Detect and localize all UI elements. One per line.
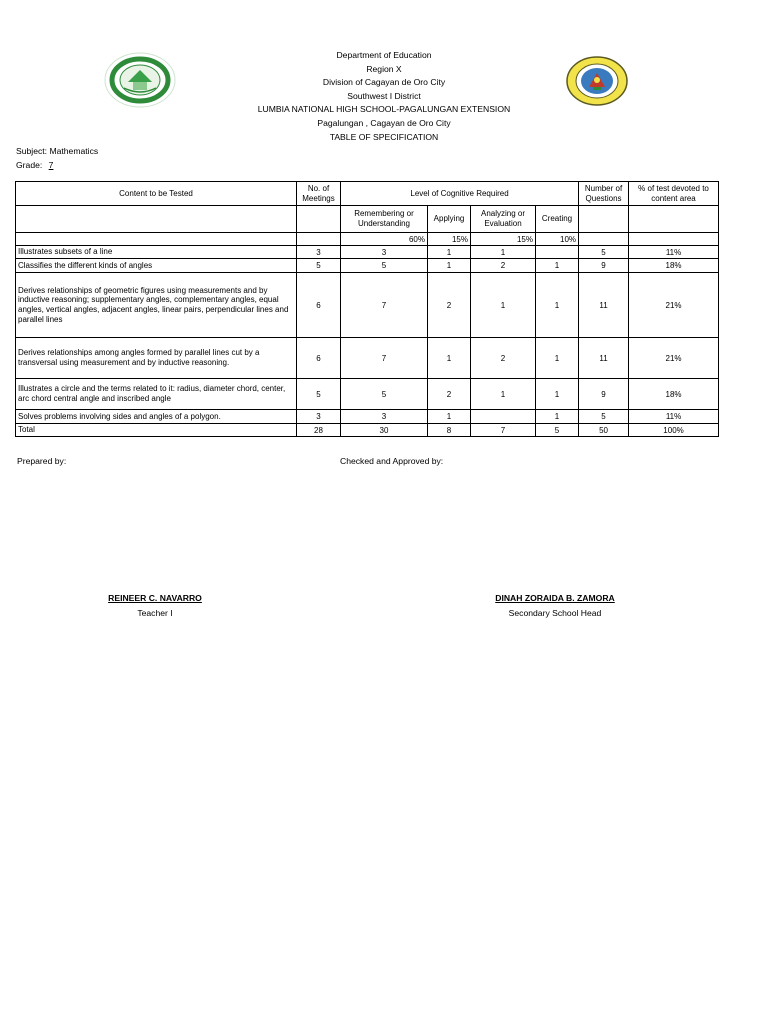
row-content: Derives relationships of geometric figures using measurements and by inductive reasoning; supplementary angles, complementary angles, equal angles, vertical angles, adjacent angles, linear pairs, perpendicular lines and parallel lines <box>16 273 297 338</box>
row-questions: 9 <box>579 259 629 273</box>
weight-analyzing: 15% <box>471 233 536 246</box>
row-creating: 1 <box>536 273 579 338</box>
row-meetings: 6 <box>297 273 341 338</box>
row-remembering: 3 <box>341 410 428 424</box>
table-header-row <box>16 182 719 206</box>
row-meetings: 6 <box>297 338 341 379</box>
preparer-signature <box>80 591 230 621</box>
table-row <box>16 273 719 338</box>
row-creating: 1 <box>536 379 579 410</box>
grade-value: 7 <box>48 160 54 170</box>
row-applying: 1 <box>428 410 471 424</box>
table-weights-row <box>16 233 719 246</box>
row-meetings: 3 <box>297 410 341 424</box>
row-applying: 1 <box>428 259 471 273</box>
header-num-questions: Number of Questions <box>579 182 629 206</box>
subject-label: Subject: <box>16 146 48 156</box>
subject-line <box>16 146 98 156</box>
header-remembering: Remembering or Understanding <box>341 206 428 233</box>
row-content: Derives relationships among angles formed by parallel lines cut by a transversal using measurement and by inductive reasoning. <box>16 338 297 379</box>
weight-applying: 15% <box>428 233 471 246</box>
row-percent: 18% <box>629 379 719 410</box>
row-percent: 18% <box>629 259 719 273</box>
row-analyzing: 2 <box>471 259 536 273</box>
row-applying: 2 <box>428 379 471 410</box>
row-creating: 1 <box>536 259 579 273</box>
table-subheader-row <box>16 206 719 233</box>
row-applying: 1 <box>428 246 471 259</box>
total-creating: 5 <box>536 424 579 437</box>
row-meetings: 3 <box>297 246 341 259</box>
row-applying: 2 <box>428 273 471 338</box>
weight-remembering: 60% <box>341 233 428 246</box>
row-percent: 21% <box>629 338 719 379</box>
row-percent: 11% <box>629 246 719 259</box>
row-remembering: 5 <box>341 259 428 273</box>
header-level: Level of Cognitive Required <box>341 182 579 206</box>
row-creating <box>536 246 579 259</box>
header-district: Southwest I District <box>347 90 421 101</box>
row-creating: 1 <box>536 410 579 424</box>
row-remembering: 5 <box>341 379 428 410</box>
header-analyzing: Analyzing or Evaluation <box>471 206 536 233</box>
row-creating: 1 <box>536 338 579 379</box>
row-analyzing: 2 <box>471 338 536 379</box>
approver-signature <box>470 591 640 621</box>
grade-line <box>16 160 57 170</box>
header-division: Division of Cagayan de Oro City <box>322 77 446 88</box>
header-department: Department of Education <box>336 50 432 60</box>
row-remembering: 7 <box>341 338 428 379</box>
row-applying: 1 <box>428 338 471 379</box>
row-questions: 5 <box>579 246 629 259</box>
header-meetings: No. of Meetings <box>297 182 341 206</box>
header-content: Content to be Tested <box>16 182 297 206</box>
total-remembering: 30 <box>341 424 428 437</box>
total-applying: 8 <box>428 424 471 437</box>
row-content: Solves problems involving sides and angles of a polygon. <box>16 410 297 424</box>
grade-label: Grade: <box>16 160 43 170</box>
table-row <box>16 410 719 424</box>
document-header <box>0 49 768 144</box>
specification-table <box>15 181 719 437</box>
row-meetings: 5 <box>297 259 341 273</box>
header-percent: % of test devoted to content area <box>629 182 719 206</box>
approver-name: DINAH ZORAIDA B. ZAMORA <box>495 593 615 603</box>
total-questions: 50 <box>579 424 629 437</box>
row-analyzing: 1 <box>471 246 536 259</box>
header-region: Region X <box>366 63 402 74</box>
total-meetings: 28 <box>297 424 341 437</box>
total-percent: 100% <box>629 424 719 437</box>
table-row <box>16 246 719 259</box>
table-total-row <box>16 424 719 437</box>
header-address: Pagalungan , Cagayan de Oro City <box>317 117 451 128</box>
row-content: Illustrates a circle and the terms related to it: radius, diameter chord, center, arc chord central angle and inscribed angle <box>16 379 297 410</box>
subject-value: Mathematics <box>49 146 99 156</box>
checked-by-label: Checked and Approved by: <box>340 456 444 466</box>
row-remembering: 7 <box>341 273 428 338</box>
table-row <box>16 379 719 410</box>
row-questions: 11 <box>579 273 629 338</box>
total-analyzing: 7 <box>471 424 536 437</box>
total-label: Total <box>16 424 297 437</box>
row-questions: 5 <box>579 410 629 424</box>
row-percent: 21% <box>629 273 719 338</box>
row-questions: 11 <box>579 338 629 379</box>
weight-creating: 10% <box>536 233 579 246</box>
row-analyzing: 1 <box>471 273 536 338</box>
table-row <box>16 259 719 273</box>
header-applying: Applying <box>428 206 471 233</box>
row-content: Illustrates subsets of a line <box>16 246 297 259</box>
row-analyzing: 1 <box>471 379 536 410</box>
header-creating: Creating <box>536 206 579 233</box>
row-meetings: 5 <box>297 379 341 410</box>
row-content: Classifies the different kinds of angles <box>16 259 297 273</box>
table-row <box>16 338 719 379</box>
preparer-name: REINEER C. NAVARRO <box>108 593 202 603</box>
prepared-by-label: Prepared by: <box>17 456 67 466</box>
row-questions: 9 <box>579 379 629 410</box>
approver-title: Secondary School Head <box>508 608 602 618</box>
row-remembering: 3 <box>341 246 428 259</box>
preparer-title: Teacher I <box>137 608 173 618</box>
header-school: LUMBIA NATIONAL HIGH SCHOOL-PAGALUNGAN EXTENSION <box>257 104 511 115</box>
header-title: TABLE OF SPECIFICATION <box>329 131 439 142</box>
row-percent: 11% <box>629 410 719 424</box>
row-analyzing <box>471 410 536 424</box>
